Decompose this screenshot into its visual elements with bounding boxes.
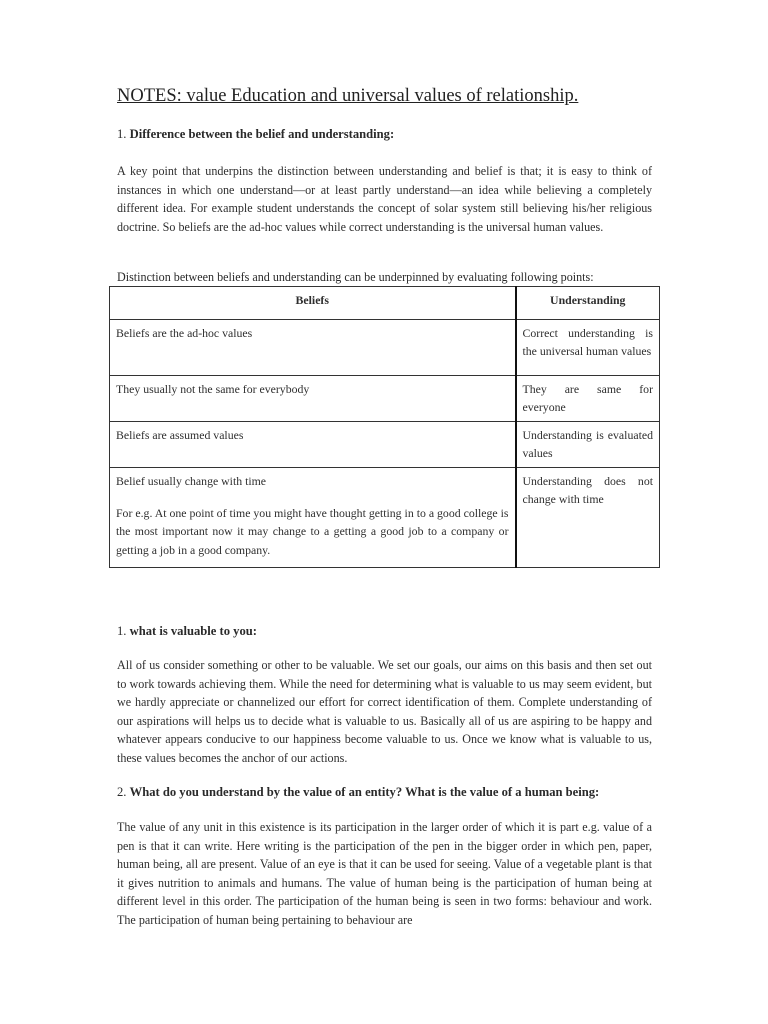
section-3-heading bbox=[117, 785, 599, 800]
table-cell-understanding: They are same for everyone bbox=[516, 376, 660, 422]
table-cell-understanding: Correct understanding is the universal human values bbox=[516, 320, 660, 376]
table-cell-belief-example: For e.g. At one point of time you might have thought getting in to a good college is the most important now it may change to a getting a good job to a company or getting a job in a good company. bbox=[116, 506, 509, 557]
section-3-heading-text: What do you understand by the value of an entity? What is the value of a human being: bbox=[129, 785, 600, 799]
section-2-number: 1. bbox=[117, 624, 130, 638]
table-cell-belief bbox=[110, 467, 516, 567]
section-2-heading bbox=[117, 624, 257, 639]
table-row bbox=[110, 421, 660, 467]
section-1-heading bbox=[117, 127, 394, 142]
section-1-number: 1. bbox=[117, 127, 130, 141]
table-header-row bbox=[110, 287, 660, 320]
page-title: NOTES: value Education and universal values of relationship. bbox=[117, 86, 579, 106]
section-2-paragraph: All of us consider something or other to be valuable. We set our goals, our aims on this basis and then set out to work towards achieving them. While the need for determining what is valuable to us may seem evident, but we hardly appreciate or channelized our effort for correct identification of them. Complete understanding of our aspirations will helps us to decide what is valuable to us. Basically all of us are aspiring to be happy and whatever appears conducive to our happiness become valuable to us. Once we know what is valuable to us, these values becomes the anchor of our actions. bbox=[117, 658, 652, 765]
section-1-heading-text: Difference between the belief and understanding: bbox=[129, 127, 395, 141]
table-cell-belief-text: Belief usually change with time bbox=[116, 473, 267, 488]
table-cell-understanding: Understanding does not change with time bbox=[516, 467, 660, 567]
table-row bbox=[110, 320, 660, 376]
table-cell-belief: Beliefs are assumed values bbox=[110, 421, 516, 467]
section-3-number: 2. bbox=[117, 785, 130, 799]
section-1-paragraph: A key point that underpins the distinction between understanding and belief is that; it is easy to think of instances in which one understand—or at least partly understand—an idea while believing a completely different idea. For example student understands the concept of solar system still believing his/her religious doctrine. So beliefs are the ad-hoc values while correct understanding is the universal human values. bbox=[117, 164, 652, 234]
table-cell-belief: Beliefs are the ad-hoc values bbox=[110, 320, 516, 376]
section-3-paragraph: The value of any unit in this existence is its participation in the larger order of which it is part e.g. value of a pen is that it can write. Here writing is the participation of the pen in the bigger order in which pen, paper, human being, all are present. Value of an eye is that it can be used for seeing. Value of a vegetable plant is that it gives nutrition to animals and humans. The value of human being is the participation of human being at different level in this order. The participation of the human being is seen in two forms: behaviour and work. The participation of human being pertaining to behaviour are bbox=[117, 820, 652, 927]
table-intro: Distinction between beliefs and understanding can be underpinned by evaluating following points: bbox=[117, 270, 594, 284]
comparison-table bbox=[109, 286, 660, 568]
table-row bbox=[110, 467, 660, 567]
table-cell-understanding: Understanding is evaluated values bbox=[516, 421, 660, 467]
table-header-beliefs: Beliefs bbox=[110, 287, 516, 320]
table-header-understanding: Understanding bbox=[516, 287, 660, 320]
table-row bbox=[110, 376, 660, 422]
table-cell-belief: They usually not the same for everybody bbox=[110, 376, 516, 422]
section-2-heading-text: what is valuable to you: bbox=[129, 624, 257, 638]
